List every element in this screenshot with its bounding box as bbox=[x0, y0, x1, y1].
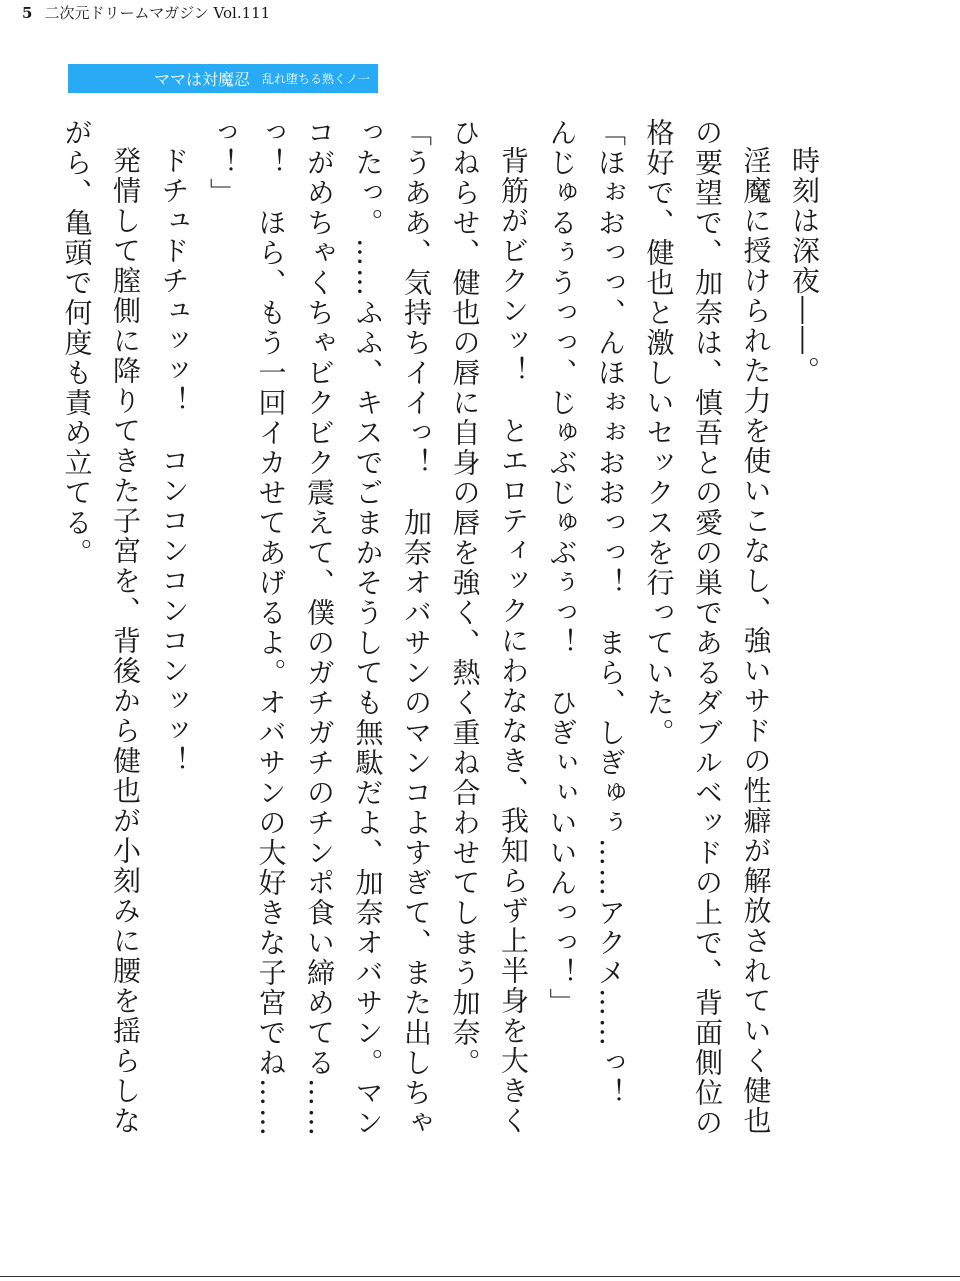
paragraph: 淫魔に授けられた力を使いこなし、強いサドの性癖が解放されていく健也の要望で、加奈は、慎吾との愛の巣であるダブルベッドの上で、背面側位の格好で、健也と激しいセックスを行っていた。 bbox=[642, 118, 773, 1138]
paragraph: 時刻は深夜――。 bbox=[788, 146, 821, 386]
page-number: 5 bbox=[22, 4, 33, 22]
vertical-body-text bbox=[60, 118, 828, 1158]
paragraph: ドチュドチュッッ！ コンコンコンコンッッ！ bbox=[157, 146, 191, 776]
paragraph: 発情して膣側に降りてきた子宮を、背後から健也が小刻みに腰を揺らしながら、亀頭で何度も責め立てる。 bbox=[60, 118, 142, 1136]
bottom-divider bbox=[0, 1276, 960, 1277]
dialogue-paragraph: 「うああ、気持ちイイっ！ 加奈オバサンのマンコよすぎて、また出しちゃったっ。……ふふ、キスでごまかそうしても無駄だよ、加奈オバサン。マンコがめちゃくちゃビクビク震えて、僕のガチガチのチンポ食い締めてる……っ！ ほら、もう一回イカせてあげるよ。オバサンの大好きな子宮でね……っ！」 bbox=[206, 118, 433, 1138]
story-subtitle: 乱れ堕ちる熟くノ一 bbox=[261, 72, 370, 86]
dialogue-paragraph: 「ほぉおっっ、んほぉぉおおっっ！ まら、しぎゅぅ……アクメ……っ！ んじゅるぅうっっ、じゅぶじゅぶぅっ！ ひぎぃぃいいんっっ！」 bbox=[545, 118, 627, 1138]
page-header bbox=[22, 4, 270, 22]
magazine-title: 二次元ドリームマガジン Vol.111 bbox=[44, 4, 271, 22]
title-banner bbox=[68, 64, 378, 93]
paragraph: 背筋がビクンッ！ とエロティックにわななき、我知らず上半身を大きくひねらせ、健也の唇に自身の唇を強く、熱く重ね合わせてしまう加奈。 bbox=[448, 118, 530, 1136]
series-title: ママは対魔忍 bbox=[153, 70, 250, 89]
